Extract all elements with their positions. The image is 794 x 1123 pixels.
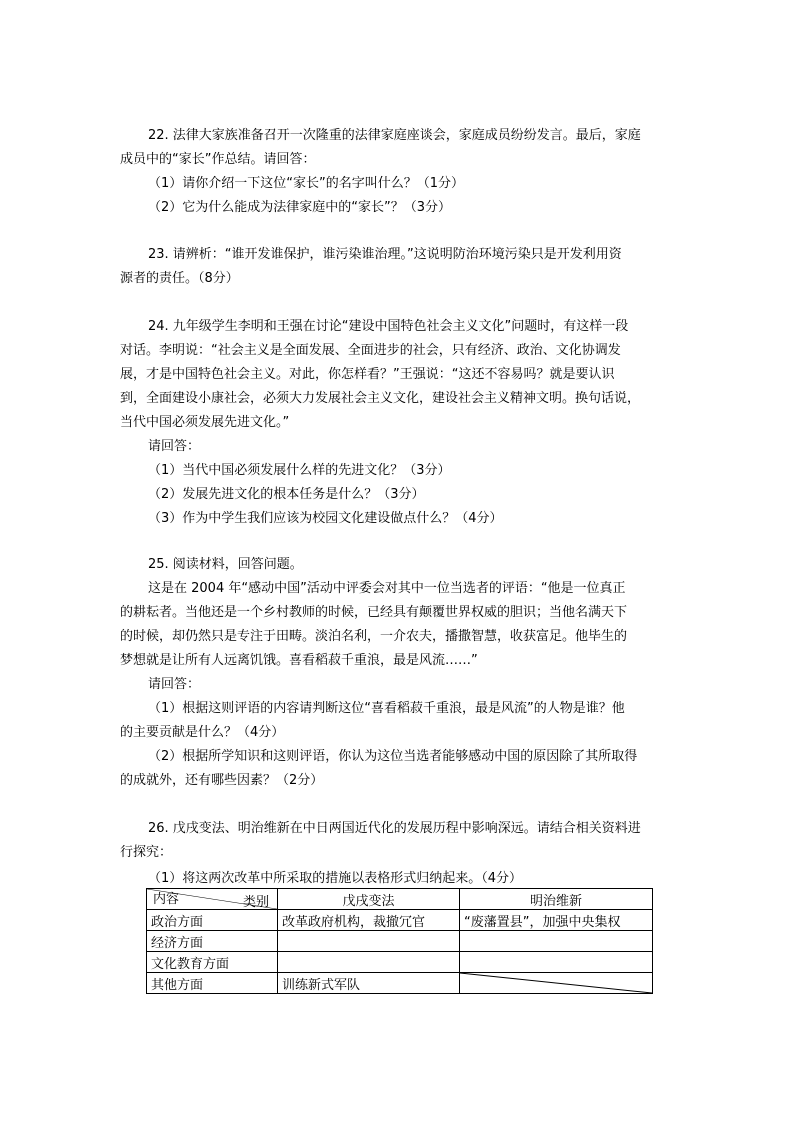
diagonal-line bbox=[460, 973, 652, 993]
row-label: 其他方面 bbox=[147, 973, 278, 994]
table-header-row bbox=[147, 889, 653, 910]
q23-line2: 源者的责任。（8分） bbox=[120, 271, 239, 286]
q24-ask: 请回答： bbox=[148, 439, 201, 454]
cell-meiji[interactable] bbox=[460, 952, 653, 973]
q24-line5: 当代中国必须发展先进文化。” bbox=[120, 415, 290, 430]
q22-line1: 22. 法律大家族准备召开一次隆重的法律家庭座谈会，家庭成员纷纷发言。最后，家庭 bbox=[148, 128, 641, 143]
question-25 bbox=[120, 553, 668, 793]
cell-wuxu: 训练新式军队 bbox=[278, 973, 460, 994]
header-content-label: 内容 bbox=[153, 892, 180, 907]
header-meiji: 明治维新 bbox=[460, 889, 653, 910]
q26-line2: 行探究： bbox=[120, 845, 173, 860]
q24-sub2: （2）发展先进文化的根本任务是什么？（3分） bbox=[148, 487, 425, 502]
q25-line4: 的时候，却仍然只是专注于田畴。淡泊名利，一介农夫，播撒智慧，收获富足。他毕生的 bbox=[120, 629, 628, 644]
row-label: 政治方面 bbox=[147, 910, 278, 931]
q22-line2: 成员中的“家长”作总结。请回答： bbox=[120, 152, 316, 167]
q25-ask: 请回答： bbox=[148, 677, 201, 692]
row-label: 经济方面 bbox=[147, 931, 278, 952]
q25-line2: 这是在 2004 年“感动中国”活动中评委会对其中一位当选者的评语：“他是一位真正 bbox=[148, 581, 626, 596]
q22-sub1: （1）请你介绍一下这位“家长”的名字叫什么？（1分） bbox=[148, 176, 465, 191]
question-22 bbox=[120, 124, 668, 220]
q26-line1: 26. 戊戌变法、明治维新在中日两国近代化的发展历程中影响深远。请结合相关资料进 bbox=[148, 821, 641, 836]
q23-line1: 23. 请辨析：“谁开发谁保护，谁污染谁治理。”这说明防治环境污染只是开发利用资 bbox=[148, 247, 622, 262]
q25-line1: 25. 阅读材料，回答问题。 bbox=[148, 557, 303, 572]
question-24 bbox=[120, 315, 668, 531]
q24-line1: 24. 九年级学生李明和王强在讨论“建设中国特色社会主义文化”问题时，有这样一段 bbox=[148, 319, 629, 334]
cell-meiji-struck bbox=[460, 973, 653, 994]
q24-sub1: （1）当代中国必须发展什么样的先进文化？（3分） bbox=[148, 463, 451, 478]
header-category-label: 类别 bbox=[242, 895, 269, 910]
question-26 bbox=[120, 817, 668, 865]
cell-meiji: “废藩置县”，加强中央集权 bbox=[460, 910, 653, 931]
q25-sub1a: （1）根据这则评语的内容请判断这位“喜看稻菽千重浪，最是风流”的人物是谁？他 bbox=[148, 701, 625, 716]
cell-meiji[interactable] bbox=[460, 931, 653, 952]
q24-line4: 到，全面建设小康社会，必须大力发展社会主义文化，建设社会主义精神文明。换句话说， bbox=[120, 391, 641, 406]
question-23 bbox=[120, 243, 668, 291]
table-row bbox=[147, 973, 653, 994]
q25-sub1b: 的主要贡献是什么？（4分） bbox=[120, 725, 285, 740]
q25-line5: 梦想就是让所有人远离饥饿。喜看稻菽千重浪，最是风流……” bbox=[120, 653, 478, 668]
q25-sub2b: 的成就外，还有哪些因素？（2分） bbox=[120, 773, 324, 788]
q24-line3: 展，才是中国特色社会主义。对此，你怎样看？”王强说：“这还不容易吗？就是要认识 bbox=[120, 367, 615, 382]
reform-comparison-table bbox=[146, 888, 653, 994]
table-corner-cell bbox=[147, 889, 278, 910]
q25-sub2a: （2）根据所学知识和这则评语，你认为这位当选者能够感动中国的原因除了其所取得 bbox=[148, 749, 638, 764]
table-row bbox=[147, 910, 653, 931]
row-label: 文化教育方面 bbox=[147, 952, 278, 973]
q22-sub2: （2）它为什么能成为法律家庭中的“家长”？（3分） bbox=[148, 200, 452, 215]
q25-line3: 的耕耘者。当他还是一个乡村教师的时候，已经具有颠覆世界权威的胆识；当他名满天下 bbox=[120, 605, 628, 620]
cell-wuxu: 改革政府机构，裁撤冗官 bbox=[278, 910, 460, 931]
q24-line2: 对话。李明说：“社会主义是全面发展、全面进步的社会，只有经济、政治、文化协调发 bbox=[120, 343, 621, 358]
q26-sub1: （1）将这两次改革中所采取的措施以表格形式归纳起来。（4分） bbox=[148, 871, 523, 886]
table-row bbox=[147, 952, 653, 973]
header-wuxu: 戊戌变法 bbox=[278, 889, 460, 910]
cell-wuxu[interactable] bbox=[278, 952, 460, 973]
cell-wuxu[interactable] bbox=[278, 931, 460, 952]
q24-sub3: （3）作为中学生我们应该为校园文化建设做点什么？（4分） bbox=[148, 511, 503, 526]
table-row bbox=[147, 931, 653, 952]
